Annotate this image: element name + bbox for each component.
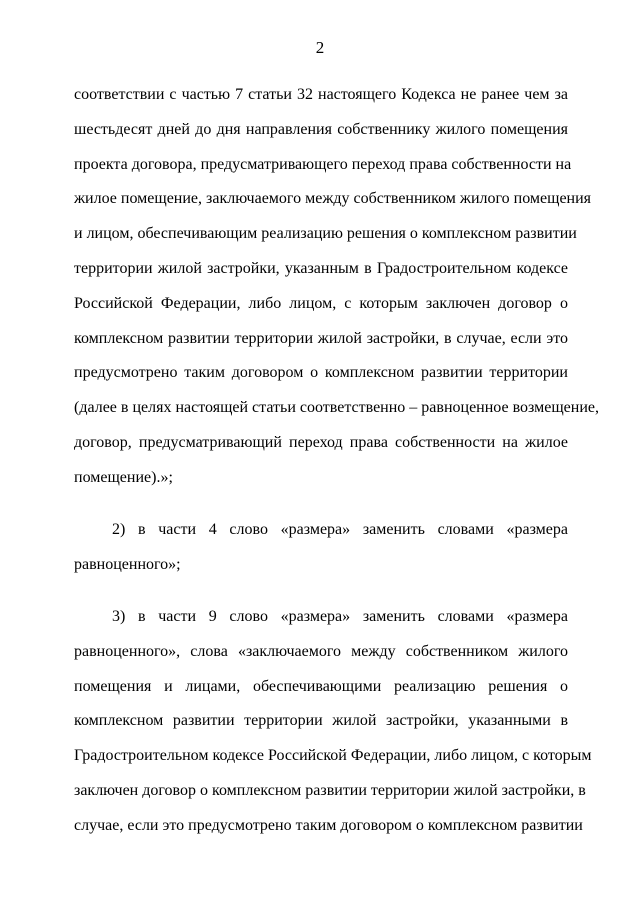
paragraph-continuation — [74, 84, 600, 502]
paragraph-item-3 — [74, 606, 592, 850]
document-body — [74, 84, 600, 850]
text-line: случае, если это предусмотрено таким договором о комплексном развитии — [74, 816, 583, 834]
page-number: 2 — [315, 38, 325, 57]
text-line: помещения и лицами, обеспечивающими реализацию решения о — [74, 677, 568, 695]
text-line: заключен договор о комплексном развитии территории жилой застройки, в — [74, 781, 586, 799]
text-line: равноценного», слова «заключаемого между собственником жилого — [74, 642, 568, 660]
text-line: помещение).»; — [74, 468, 173, 486]
text-line: Российской Федерации, либо лицом, с которым заключен договор о — [74, 294, 568, 312]
text-line: комплексном развитии территории жилой застройки, в случае, если это — [74, 329, 568, 347]
paragraph-item-2 — [74, 519, 568, 589]
paragraph-gap — [74, 502, 568, 519]
text-line: и лицом, обеспечивающим реализацию решения о комплексном развитии — [74, 225, 577, 243]
text-line: соответствии с частью 7 статьи 32 настоящего Кодекса не ранее чем за — [74, 86, 568, 103]
text-line: 2) в части 4 слово «размера» заменить словами «размера — [112, 520, 568, 538]
text-line: договор, предусматривающий переход права собственности на жилое — [74, 433, 568, 451]
text-line: комплексном развитии территории жилой застройки, указанными в — [74, 712, 568, 730]
text-line: жилое помещение, заключаемого между собственником жилого помещения — [74, 190, 592, 208]
text-line: (далее в целях настоящей статьи соответственно – равноценное возмещение, — [74, 399, 600, 417]
text-line: Градостроительном кодексе Российской Федерации, либо лицом, с которым — [74, 747, 592, 765]
paragraph-gap — [74, 589, 568, 606]
text-line: территории жилой застройки, указанным в Градостроительном кодексе — [74, 259, 568, 277]
text-line: равноценного»; — [74, 555, 181, 573]
text-line: 3) в части 9 слово «размера» заменить словами «размера — [112, 607, 568, 625]
text-line: проекта договора, предусматривающего переход права собственности на — [74, 155, 572, 173]
text-line: шестьдесят дней до дня направления собственнику жилого помещения — [74, 120, 568, 138]
text-line: предусмотрено таким договором о комплексном развитии территории — [74, 364, 568, 382]
